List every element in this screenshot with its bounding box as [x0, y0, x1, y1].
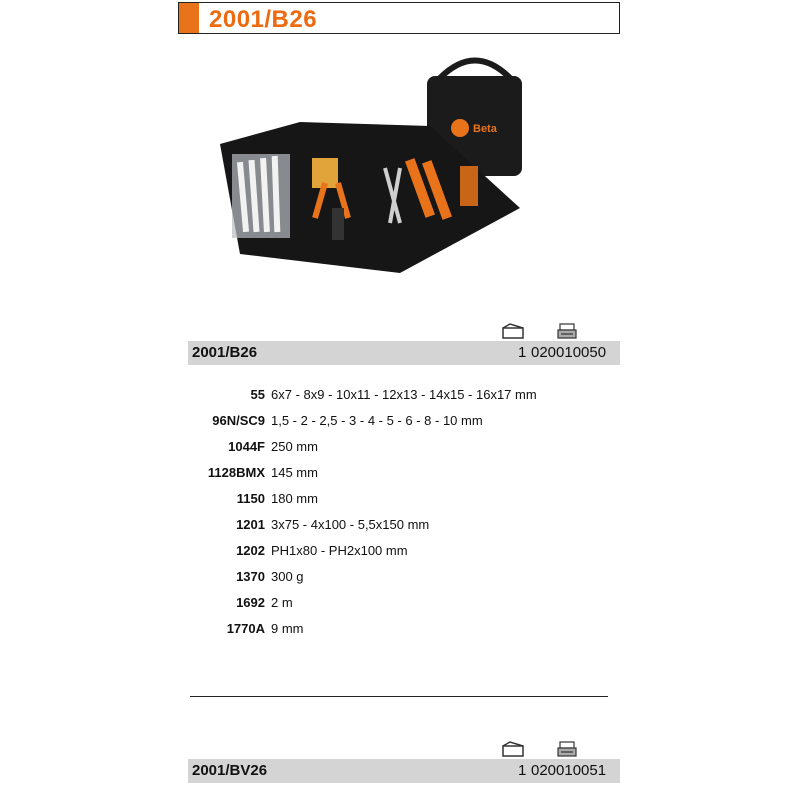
case-icon: [500, 740, 526, 758]
case-icon: [500, 322, 526, 340]
item-spec: 180 mm: [271, 491, 318, 506]
variant-code: 2001/BV26: [192, 762, 268, 779]
item-ref: 55: [250, 387, 265, 402]
variant-row: [188, 759, 620, 783]
item-spec: 6x7 - 8x9 - 10x11 - 12x13 - 14x15 - 16x17 mm: [271, 387, 537, 402]
brand-logo-icon: [451, 119, 469, 137]
page-title: 2001/B26: [209, 6, 318, 33]
item-ref: 1370: [236, 569, 265, 584]
item-spec: 250 mm: [271, 439, 318, 454]
item-ref: 1150: [236, 491, 265, 506]
item-spec: 300 g: [271, 569, 304, 584]
item-ref: 1128BMX: [207, 465, 265, 480]
variant-quantity: 1: [518, 762, 527, 779]
item-spec: 1,5 - 2 - 2,5 - 3 - 4 - 5 - 6 - 8 - 10 mm: [271, 413, 483, 428]
variant-row: [188, 341, 620, 365]
item-spec: 3x75 - 4x100 - 5,5x150 mm: [271, 517, 430, 532]
item-ref: 1202: [236, 543, 265, 558]
article-number: 020010051: [531, 762, 607, 779]
item-ref: 1770A: [226, 621, 265, 636]
barcode-printer-icon: [555, 322, 581, 340]
product-image: [220, 48, 525, 298]
item-spec: 145 mm: [271, 465, 318, 480]
item-spec: 9 mm: [271, 621, 304, 636]
brand-logo-text: Beta: [473, 123, 497, 135]
item-ref: 1201: [236, 517, 265, 532]
small-screwdrivers: [460, 166, 478, 206]
item-spec: PH1x80 - PH2x100 mm: [271, 543, 408, 558]
item-spec: 2 m: [271, 595, 293, 610]
hex-keys: [332, 208, 344, 240]
variant-quantity: 1: [518, 344, 527, 361]
section-divider: [190, 696, 608, 697]
item-ref: 1044F: [228, 439, 265, 454]
title-accent-bar: [179, 3, 199, 33]
variant-code: 2001/B26: [192, 344, 258, 361]
bag-handle: [440, 61, 510, 79]
barcode-printer-icon: [555, 740, 581, 758]
item-ref: 96N/SC9: [212, 413, 265, 428]
title-box: [178, 2, 620, 34]
item-ref: 1692: [236, 595, 265, 610]
article-number: 020010050: [531, 344, 607, 361]
